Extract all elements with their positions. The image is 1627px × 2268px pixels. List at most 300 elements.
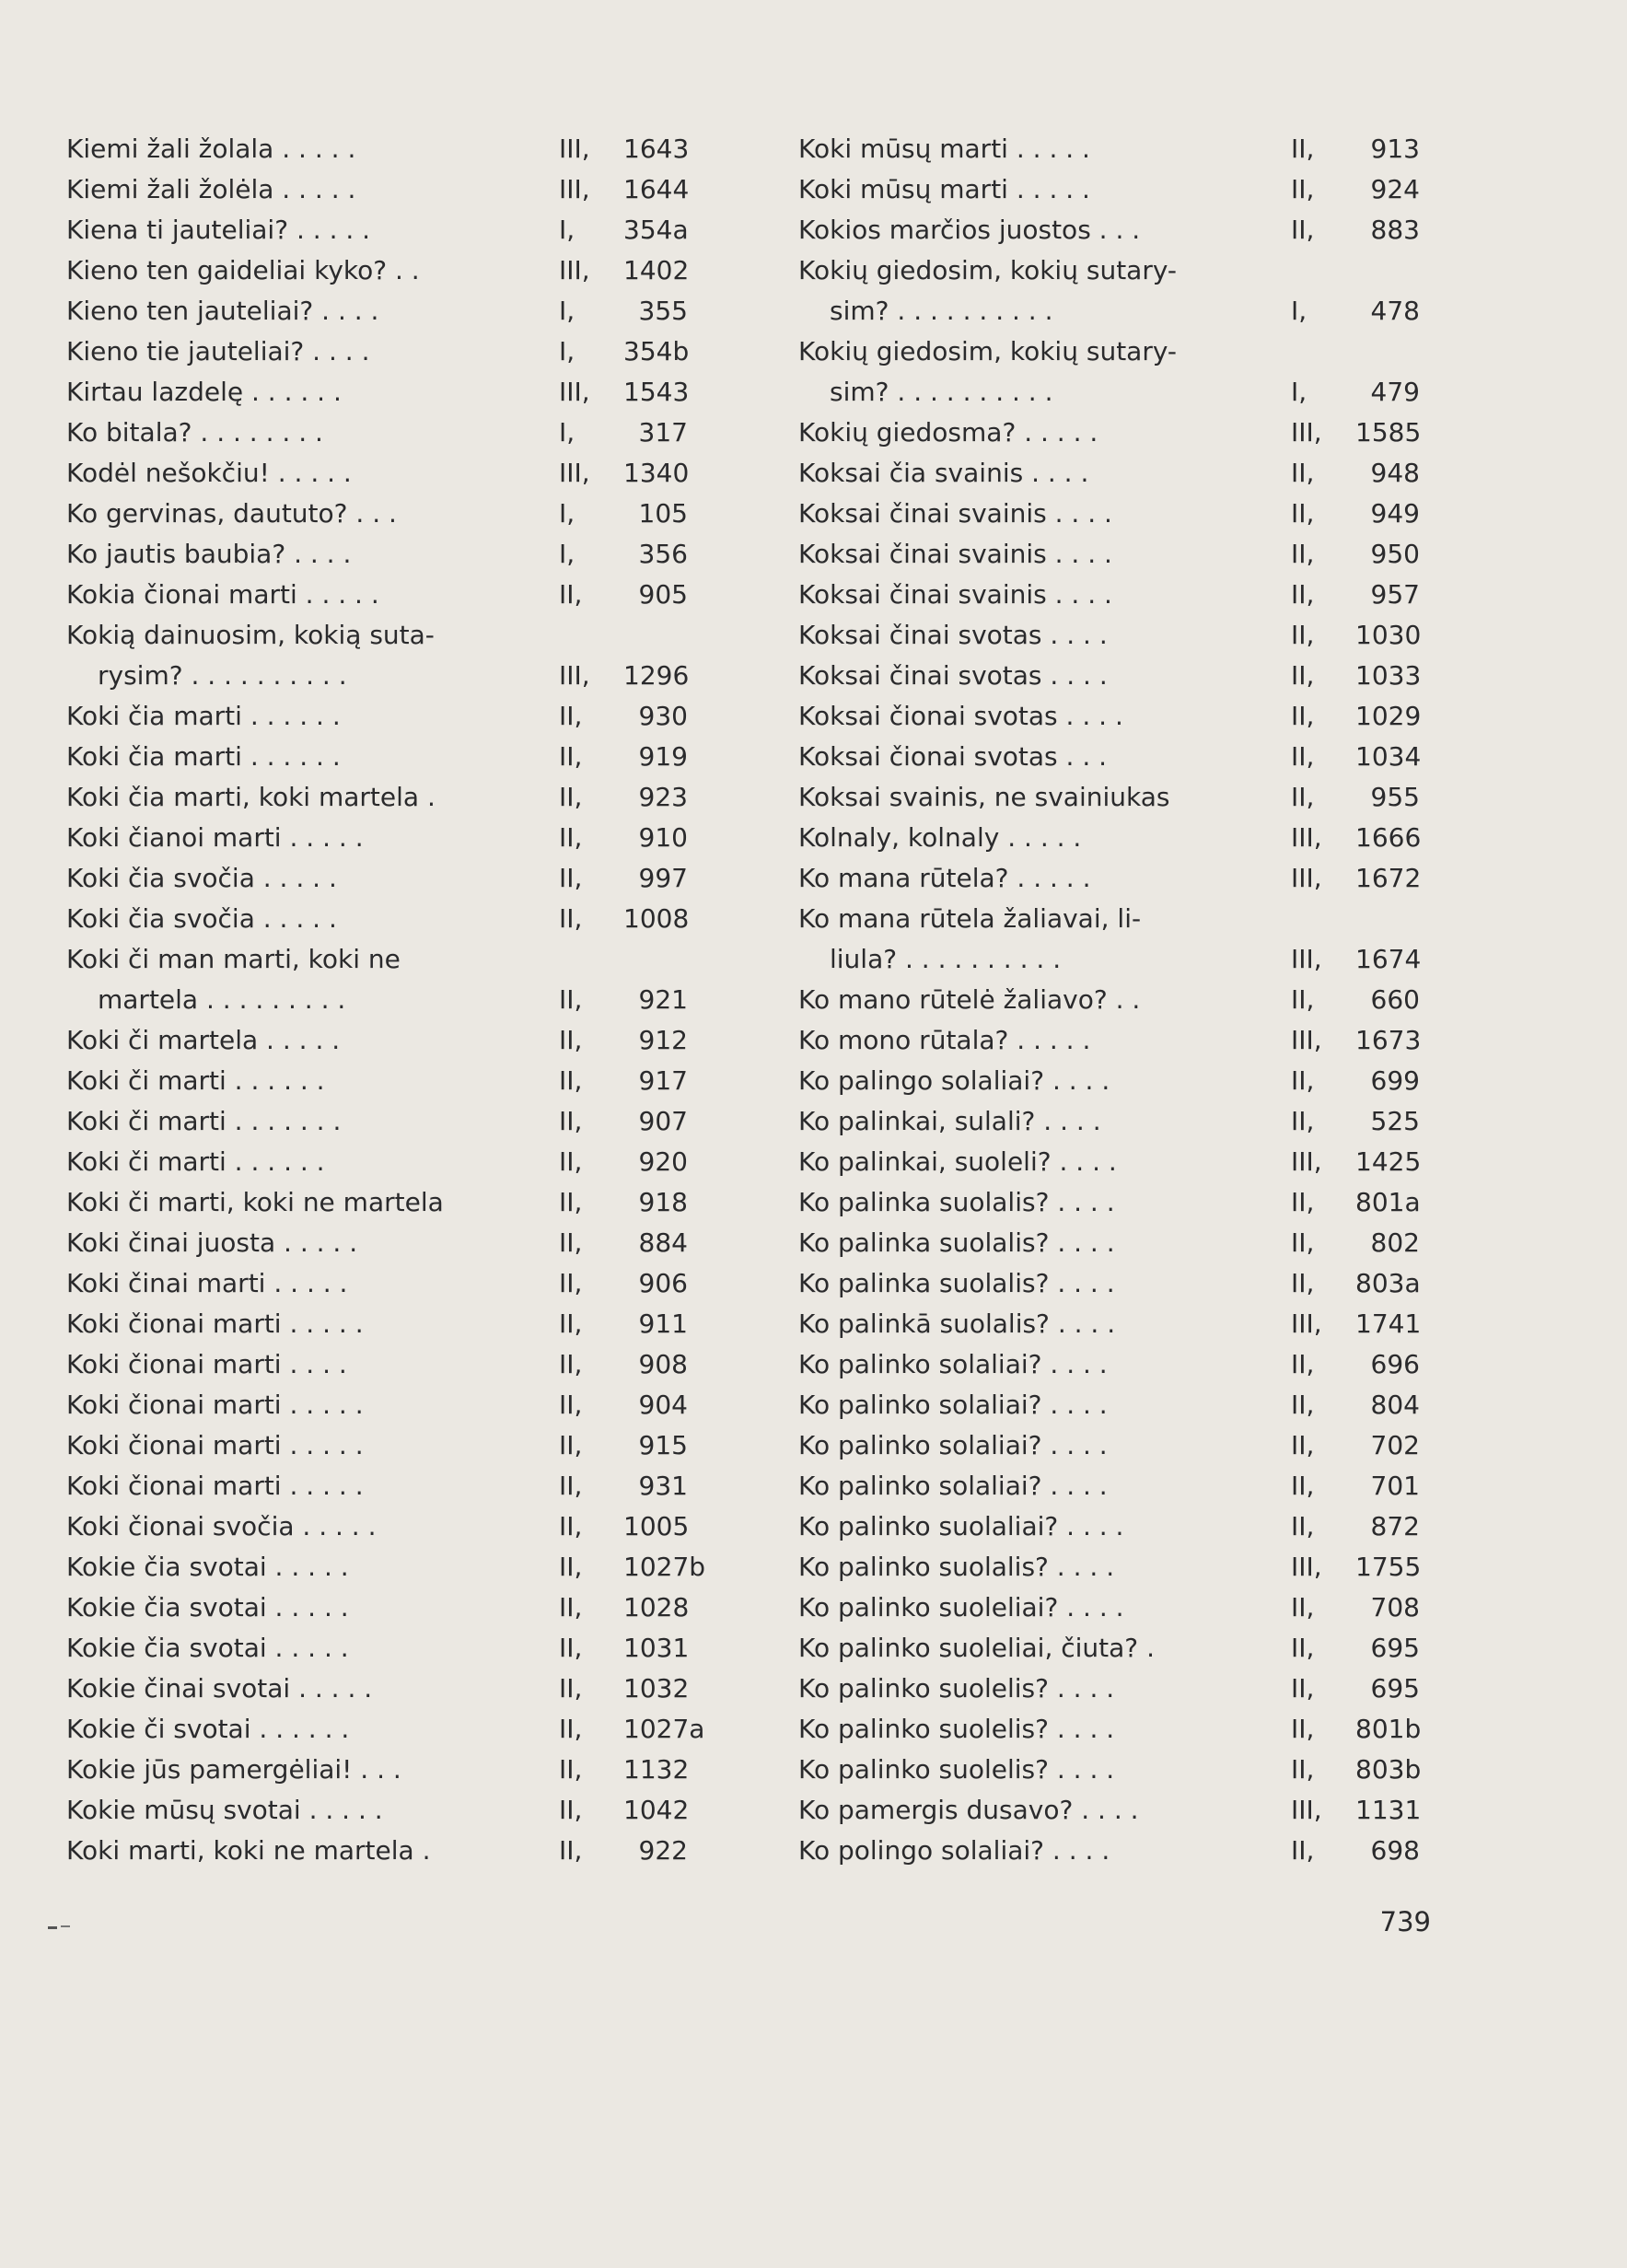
index-entry — [798, 1344, 1420, 1385]
entry-title: Koki čionai svočia . . . . . — [66, 1511, 377, 1541]
entry-number: 1673 — [1355, 1025, 1422, 1055]
entry-volume: II, — [1291, 1106, 1315, 1136]
entry-title: Kieno tie jauteliai? . . . . — [66, 336, 370, 366]
entry-title: Koki činai marti . . . . . — [66, 1268, 348, 1298]
index-entry — [798, 1790, 1420, 1831]
entry-volume: II, — [1291, 579, 1315, 610]
entry-volume: III, — [1291, 1795, 1322, 1825]
index-entry — [798, 129, 1420, 169]
entry-title: Koksai činai svainis . . . . — [798, 539, 1112, 569]
entry-volume: III, — [1291, 417, 1322, 448]
entry-number: 1132 — [623, 1754, 690, 1785]
entry-title: Kokie čia svotai . . . . . — [66, 1592, 349, 1622]
entry-title: Koki čianoi marti . . . . . — [66, 822, 364, 853]
entry-volume: II, — [559, 1552, 583, 1582]
entry-title: Koki čionai marti . . . . — [66, 1349, 347, 1379]
index-entry — [798, 250, 1420, 331]
entry-title: Koki mūsų marti . . . . . — [798, 174, 1090, 204]
entry-volume: II, — [559, 822, 583, 853]
entry-title: Koki čionai marti . . . . . — [66, 1430, 364, 1460]
index-entry — [798, 1506, 1420, 1547]
entry-title: Koki čia marti . . . . . . — [66, 741, 341, 772]
index-entry — [66, 1182, 688, 1223]
entry-title: Ko palinko solaliai? . . . . — [798, 1390, 1108, 1420]
entry-title: Ko palinkai, sulali? . . . . — [798, 1106, 1101, 1136]
index-entry — [66, 939, 688, 1020]
entry-volume: II, — [559, 1835, 583, 1866]
entry-volume: I, — [559, 336, 575, 366]
entry-volume: II, — [559, 741, 583, 772]
entry-number: 355 — [638, 296, 688, 326]
index-entry — [798, 169, 1420, 210]
index-entry — [798, 575, 1420, 615]
entry-volume: II, — [559, 1390, 583, 1420]
entry-number: 910 — [638, 822, 688, 853]
entry-volume: II, — [1291, 1592, 1315, 1622]
entry-title: Kokią dainuosim, kokią suta- — [66, 620, 435, 650]
index-entry — [798, 210, 1420, 250]
index-entry — [66, 534, 688, 575]
entry-number: 931 — [638, 1471, 688, 1501]
entry-title: Ko bitala? . . . . . . . . — [66, 417, 323, 448]
entry-title: Ko palinko solaliai? . . . . — [798, 1471, 1108, 1501]
entry-number: 906 — [638, 1268, 688, 1298]
entry-title: Kodėl nešokčiu! . . . . . — [66, 458, 352, 488]
index-entry — [798, 1588, 1420, 1628]
entry-title: Koki marti, koki ne martela . — [66, 1835, 431, 1866]
entry-volume: I, — [559, 498, 575, 529]
entry-title: Koki čionai marti . . . . . — [66, 1390, 364, 1420]
entry-number: 696 — [1370, 1349, 1420, 1379]
entry-number: 660 — [1370, 984, 1420, 1015]
entry-number: 1027a — [623, 1714, 705, 1744]
index-entry — [798, 453, 1420, 494]
entry-number: 872 — [1370, 1511, 1420, 1541]
index-entry — [798, 1466, 1420, 1506]
entry-title: Kolnaly, kolnaly . . . . . — [798, 822, 1082, 853]
entry-title: Kokia čionai marti . . . . . — [66, 579, 379, 610]
index-entry — [66, 1506, 688, 1547]
entry-volume: II, — [1291, 741, 1315, 772]
index-entry — [798, 777, 1420, 818]
entry-volume: III, — [559, 255, 590, 285]
entry-title: Koki či marti, koki ne martela — [66, 1187, 444, 1217]
entry-title: Ko palinko suolalis? . . . . — [798, 1552, 1115, 1582]
index-entry — [66, 250, 688, 291]
entry-volume: III, — [559, 377, 590, 407]
entry-title: Koksai činai svotas . . . . — [798, 660, 1108, 691]
entry-volume: III, — [1291, 1025, 1322, 1055]
entry-volume: II, — [1291, 1430, 1315, 1460]
index-entry — [66, 1709, 705, 1750]
entry-number: 695 — [1370, 1673, 1420, 1704]
entry-volume: I, — [559, 215, 575, 245]
entry-number: 702 — [1370, 1430, 1420, 1460]
index-entry — [66, 1061, 688, 1101]
entry-title-continued: sim? . . . . . . . . . . — [830, 377, 1053, 407]
entry-volume: II, — [559, 1430, 583, 1460]
index-entry — [798, 818, 1420, 858]
entry-volume: II, — [559, 701, 583, 731]
entry-number: 905 — [638, 579, 688, 610]
entry-volume: II, — [559, 1714, 583, 1744]
entry-number: 1028 — [623, 1592, 690, 1622]
entry-title: Koksai činai svotas . . . . — [798, 620, 1108, 650]
entry-number: 884 — [638, 1227, 688, 1258]
entry-title: Ko palingo solaliai? . . . . — [798, 1065, 1110, 1096]
index-entry — [798, 899, 1420, 980]
index-column-left — [66, 129, 706, 1871]
index-entry — [66, 696, 688, 737]
entry-volume: I, — [1291, 377, 1307, 407]
entry-number: 525 — [1370, 1106, 1420, 1136]
entry-volume: II, — [1291, 1754, 1315, 1785]
index-entry — [66, 1142, 688, 1182]
entry-title: Ko palinko suoleliai? . . . . — [798, 1592, 1124, 1622]
index-entry — [66, 1831, 688, 1871]
index-entry — [66, 1547, 706, 1588]
index-entry — [798, 1182, 1420, 1223]
entry-title: Ko palinko suolaliai? . . . . — [798, 1511, 1124, 1541]
entry-volume: I, — [559, 539, 575, 569]
entry-number: 1031 — [623, 1633, 690, 1663]
entry-number: 997 — [638, 863, 688, 893]
entry-title: Kirtau lazdelę . . . . . . — [66, 377, 342, 407]
entry-title-continued: liula? . . . . . . . . . . — [830, 944, 1062, 974]
index-entry — [66, 777, 688, 818]
entry-number: 1032 — [623, 1673, 690, 1704]
entry-number: 1666 — [1355, 822, 1422, 853]
entry-volume: III, — [1291, 822, 1322, 853]
entry-title: Ko palinko solaliai? . . . . — [798, 1349, 1108, 1379]
entry-number: 1034 — [1355, 741, 1422, 772]
index-entry — [66, 372, 688, 413]
entry-title: Koksai čia svainis . . . . — [798, 458, 1089, 488]
index-entry — [66, 1304, 688, 1344]
entry-volume: II, — [559, 782, 583, 812]
index-entry — [66, 1223, 688, 1263]
entry-volume: III, — [559, 174, 590, 204]
index-entry — [66, 575, 688, 615]
entry-volume: II, — [559, 1471, 583, 1501]
entry-number: 803b — [1355, 1754, 1422, 1785]
entry-volume: II, — [1291, 1471, 1315, 1501]
index-entry — [66, 331, 688, 372]
entry-volume: II, — [559, 1106, 583, 1136]
index-entry — [66, 129, 688, 169]
entry-number: 699 — [1370, 1065, 1420, 1096]
entry-number: 354b — [623, 336, 690, 366]
entry-title: Kokie jūs pamergėliai! . . . — [66, 1754, 401, 1785]
entry-title: Koki čionai marti . . . . . — [66, 1471, 364, 1501]
index-entry — [798, 1628, 1420, 1669]
entry-title: Ko jautis baubia? . . . . — [66, 539, 352, 569]
index-entry — [66, 1628, 688, 1669]
entry-number: 708 — [1370, 1592, 1420, 1622]
index-entry — [66, 899, 688, 939]
entry-title: Ko palinkai, suoleli? . . . . — [798, 1146, 1117, 1177]
index-entry — [798, 980, 1420, 1020]
entry-title: Kokių giedosim, kokių sutary- — [798, 336, 1178, 366]
entry-number: 354a — [623, 215, 689, 245]
index-entry — [66, 737, 688, 777]
index-entry — [798, 1385, 1420, 1425]
entry-number: 698 — [1370, 1835, 1420, 1866]
entry-title: Koksai činai svainis . . . . — [798, 498, 1112, 529]
entry-volume: II, — [1291, 1511, 1315, 1541]
entry-number: 908 — [638, 1349, 688, 1379]
entry-title: Koki mūsų marti . . . . . — [798, 134, 1090, 164]
index-entry — [798, 858, 1420, 899]
entry-volume: II, — [559, 1146, 583, 1177]
index-entry — [66, 1425, 688, 1466]
entry-volume: II, — [559, 1511, 583, 1541]
entry-number: 801b — [1355, 1714, 1422, 1744]
entry-title: Koksai svainis, ne svainiukas — [798, 782, 1170, 812]
index-entry — [798, 1142, 1420, 1182]
entry-number: 922 — [638, 1835, 688, 1866]
entry-volume: II, — [1291, 1835, 1315, 1866]
entry-number: 915 — [638, 1430, 688, 1460]
entry-number: 1585 — [1355, 417, 1422, 448]
entry-volume: I, — [559, 417, 575, 448]
entry-volume: II, — [1291, 1714, 1315, 1744]
entry-number: 317 — [638, 417, 688, 448]
entry-number: 930 — [638, 701, 688, 731]
entry-number: 1131 — [1355, 1795, 1422, 1825]
entry-title: Kieno ten jauteliai? . . . . — [66, 296, 379, 326]
entry-number: 1644 — [623, 174, 690, 204]
index-column-right — [798, 129, 1420, 1871]
entry-title: Ko palinko suolelis? . . . . — [798, 1714, 1115, 1744]
index-entry — [798, 1101, 1420, 1142]
entry-title: Koki čia marti . . . . . . — [66, 701, 341, 731]
entry-title: Kiemi žali žolėla . . . . . — [66, 174, 356, 204]
entry-title: Kiemi žali žolala . . . . . — [66, 134, 356, 164]
entry-title: Ko mana rūtela žaliavai, li- — [798, 903, 1142, 934]
entry-number: 1340 — [623, 458, 690, 488]
entry-number: 913 — [1370, 134, 1420, 164]
entry-title: Kokie mūsų svotai . . . . . — [66, 1795, 383, 1825]
index-entry — [66, 818, 688, 858]
entry-title: Koki či marti . . . . . . — [66, 1065, 325, 1096]
entry-number: 803a — [1355, 1268, 1421, 1298]
entry-volume: III, — [1291, 1146, 1322, 1177]
entry-title: Ko palinko suoleliai, čiuta? . — [798, 1633, 1155, 1663]
entry-volume: II, — [1291, 1268, 1315, 1298]
entry-title: Kokių giedosim, kokių sutary- — [798, 255, 1178, 285]
entry-number: 1008 — [623, 903, 690, 934]
entry-number: 1425 — [1355, 1146, 1422, 1177]
entry-number: 949 — [1370, 498, 1420, 529]
entry-number: 918 — [638, 1187, 688, 1217]
index-entry — [66, 1101, 688, 1142]
entry-volume: II, — [559, 1754, 583, 1785]
entry-number: 1033 — [1355, 660, 1422, 691]
entry-volume: II, — [1291, 498, 1315, 529]
entry-number: 955 — [1370, 782, 1420, 812]
entry-number: 1741 — [1355, 1308, 1422, 1339]
entry-volume: II, — [1291, 1227, 1315, 1258]
entry-title: Kokios marčios juostos . . . — [798, 215, 1141, 245]
index-entry — [66, 615, 688, 696]
entry-number: 1672 — [1355, 863, 1422, 893]
entry-number: 883 — [1370, 215, 1420, 245]
entry-volume: II, — [1291, 1390, 1315, 1420]
entry-volume: II, — [1291, 458, 1315, 488]
index-entry — [798, 615, 1420, 656]
entry-number: 924 — [1370, 174, 1420, 204]
entry-volume: II, — [559, 1349, 583, 1379]
entry-volume: II, — [559, 984, 583, 1015]
entry-volume: II, — [559, 579, 583, 610]
entry-title: Koki či man marti, koki ne — [66, 944, 401, 974]
entry-volume: III, — [1291, 1552, 1322, 1582]
entry-title: Ko mana rūtela? . . . . . — [798, 863, 1091, 893]
index-entry — [66, 453, 688, 494]
entry-title: Kokie či svotai . . . . . . — [66, 1714, 350, 1744]
entry-number: 801a — [1355, 1187, 1421, 1217]
index-entry — [66, 1669, 688, 1709]
index-entry — [798, 656, 1420, 696]
index-entry — [66, 413, 688, 453]
entry-number: 1674 — [1355, 944, 1422, 974]
index-entry — [66, 1588, 688, 1628]
entry-volume: II, — [559, 1308, 583, 1339]
entry-title: Koksai čionai svotas . . . . — [798, 701, 1123, 731]
index-entry — [798, 331, 1420, 413]
index-entry — [798, 1831, 1420, 1871]
entry-volume: II, — [1291, 1673, 1315, 1704]
entry-number: 920 — [638, 1146, 688, 1177]
entry-title: Koki čionai marti . . . . . — [66, 1308, 364, 1339]
entry-volume: III, — [559, 134, 590, 164]
index-entry — [66, 1385, 688, 1425]
entry-volume: II, — [559, 1025, 583, 1055]
entry-title: Kokie činai svotai . . . . . — [66, 1673, 373, 1704]
entry-number: 950 — [1370, 539, 1420, 569]
entry-title: Ko palinko suolelis? . . . . — [798, 1754, 1115, 1785]
index-entry — [798, 1020, 1420, 1061]
entry-volume: II, — [559, 1592, 583, 1622]
entry-title: Ko palinka suolalis? . . . . — [798, 1227, 1115, 1258]
entry-volume: III, — [1291, 1308, 1322, 1339]
entry-number: 695 — [1370, 1633, 1420, 1663]
index-entry — [66, 1750, 688, 1790]
entry-number: 1005 — [623, 1511, 690, 1541]
entry-title-continued: martela . . . . . . . . . — [98, 984, 346, 1015]
entry-title: Kieno ten gaideliai kyko? . . — [66, 255, 420, 285]
index-entry — [798, 1061, 1420, 1101]
entry-number: 804 — [1370, 1390, 1420, 1420]
entry-number: 1029 — [1355, 701, 1422, 731]
index-entry — [798, 1263, 1420, 1304]
entry-title: Ko palinka suolalis? . . . . — [798, 1268, 1115, 1298]
entry-volume: III, — [1291, 944, 1322, 974]
page-number: 739 — [1379, 1906, 1431, 1937]
index-entry — [798, 1425, 1420, 1466]
entry-volume: II, — [1291, 660, 1315, 691]
entry-title: Koki či marti . . . . . . . — [66, 1106, 342, 1136]
entry-number: 948 — [1370, 458, 1420, 488]
entry-number: 921 — [638, 984, 688, 1015]
index-entry — [66, 1263, 688, 1304]
entry-volume: II, — [559, 1673, 583, 1704]
index-entry — [798, 534, 1420, 575]
entry-title-continued: rysim? . . . . . . . . . . — [98, 660, 347, 691]
entry-volume: II, — [1291, 1633, 1315, 1663]
index-entry — [66, 291, 688, 331]
index-entry — [798, 1669, 1420, 1709]
entry-volume: II, — [1291, 174, 1315, 204]
index-entry — [798, 413, 1420, 453]
entry-title: Ko polingo solaliai? . . . . — [798, 1835, 1110, 1866]
entry-number: 919 — [638, 741, 688, 772]
entry-title: Ko palinka suolalis? . . . . — [798, 1187, 1115, 1217]
entry-volume: II, — [559, 903, 583, 934]
index-entry — [798, 494, 1420, 534]
entry-title: Koki čia svočia . . . . . — [66, 903, 337, 934]
entry-volume: II, — [1291, 701, 1315, 731]
entry-number: 356 — [638, 539, 688, 569]
entry-volume: II, — [559, 1227, 583, 1258]
index-entry — [798, 1223, 1420, 1263]
entry-title: Ko palinko solaliai? . . . . — [798, 1430, 1108, 1460]
entry-title: Ko gervinas, daututo? . . . — [66, 498, 397, 529]
entry-number: 907 — [638, 1106, 688, 1136]
entry-volume: II, — [559, 1633, 583, 1663]
index-entry — [798, 1750, 1420, 1790]
index-entry — [798, 696, 1420, 737]
index-entry — [66, 210, 688, 250]
entry-number: 1543 — [623, 377, 690, 407]
entry-volume: II, — [1291, 215, 1315, 245]
entry-title: Kokių giedosma? . . . . . — [798, 417, 1098, 448]
entry-volume: III, — [1291, 863, 1322, 893]
entry-volume: II, — [559, 1187, 583, 1217]
entry-number: 1027b — [623, 1552, 706, 1582]
entry-number: 701 — [1370, 1471, 1420, 1501]
index-entry — [798, 1304, 1420, 1344]
entry-number: 917 — [638, 1065, 688, 1096]
entry-title: Koksai činai svainis . . . . — [798, 579, 1112, 610]
entry-title: Kokie čia svotai . . . . . — [66, 1633, 349, 1663]
entry-number: 802 — [1370, 1227, 1420, 1258]
index-entry — [798, 737, 1420, 777]
index-entry — [66, 169, 688, 210]
entry-number: 911 — [638, 1308, 688, 1339]
entry-volume: I, — [1291, 296, 1307, 326]
index-entry — [66, 1790, 688, 1831]
entry-volume: II, — [1291, 1349, 1315, 1379]
index-entry — [798, 1547, 1420, 1588]
entry-volume: II, — [559, 1268, 583, 1298]
entry-title: Koki čia svočia . . . . . — [66, 863, 337, 893]
entry-title: Kiena ti jauteliai? . . . . . — [66, 215, 371, 245]
entry-number: 105 — [638, 498, 688, 529]
entry-title: Koki či marti . . . . . . — [66, 1146, 325, 1177]
entry-volume: II, — [559, 1795, 583, 1825]
entry-number: 479 — [1370, 377, 1420, 407]
entry-title: Koki čia marti, koki martela . — [66, 782, 436, 812]
entry-title: Kokie čia svotai . . . . . — [66, 1552, 349, 1582]
entry-volume: II, — [559, 863, 583, 893]
entry-volume: III, — [559, 660, 590, 691]
entry-title: Ko pamergis dusavo? . . . . — [798, 1795, 1139, 1825]
entry-number: 1755 — [1355, 1552, 1422, 1582]
entry-title: Koksai čionai svotas . . . — [798, 741, 1108, 772]
printer-mark — [48, 1925, 76, 1930]
